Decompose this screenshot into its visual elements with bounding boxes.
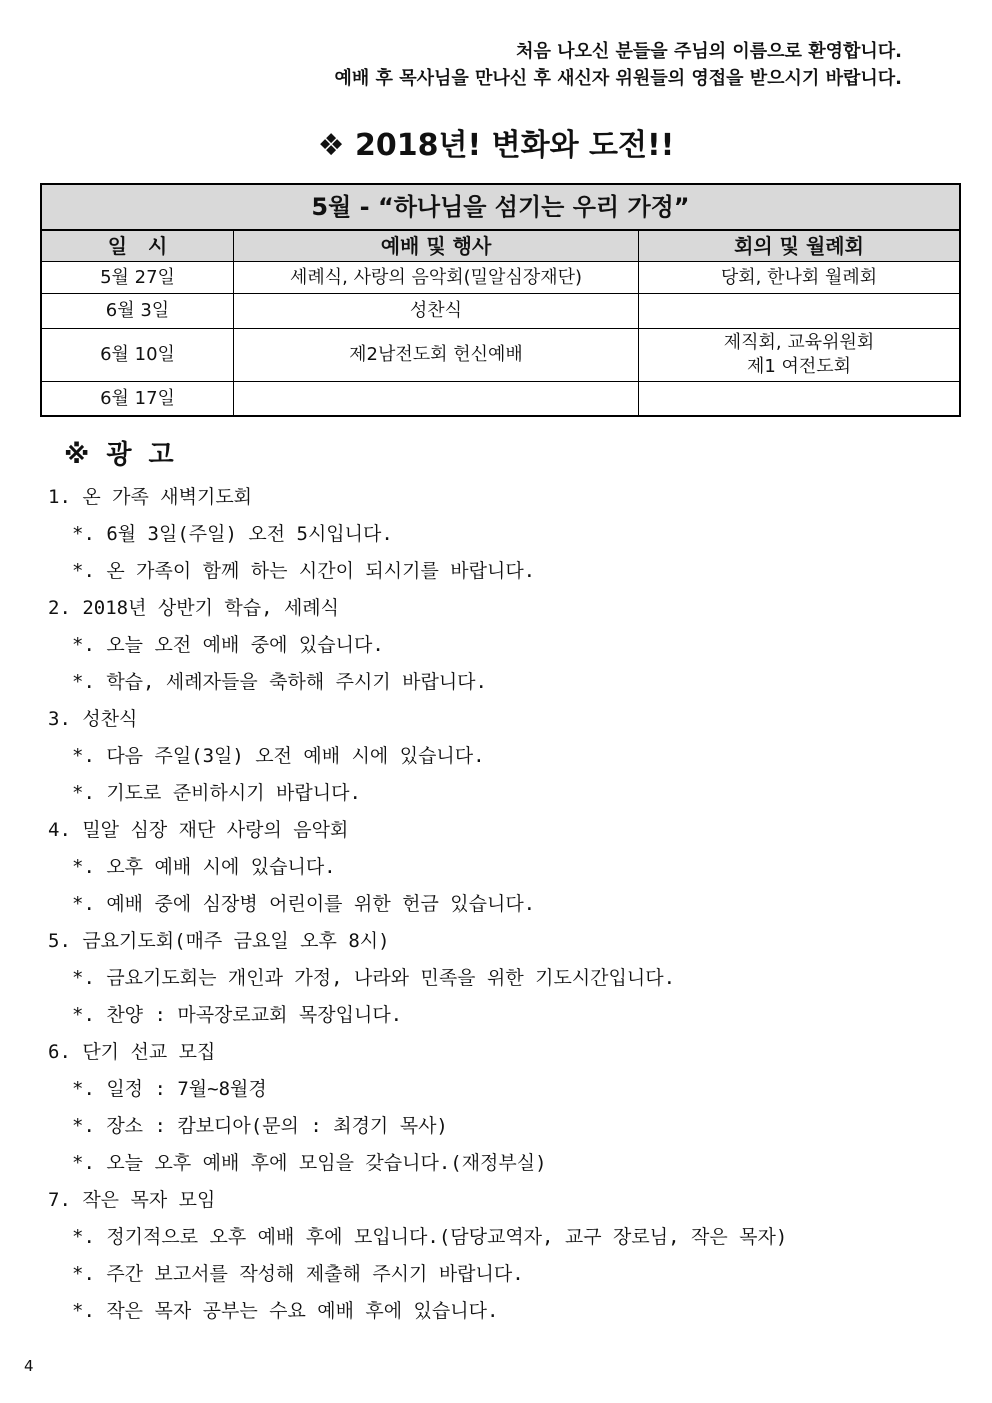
announcement-detail: *. 일정 : 7월~8월경 (72, 1078, 267, 1100)
schedule-header-row (41, 230, 960, 262)
header-meeting: 회의 및 월례회 (639, 230, 961, 262)
schedule-meeting-line: 당회, 한나회 월례회 (720, 266, 878, 288)
announcements-title: ※ 광 고 (64, 440, 178, 470)
announcement-heading: 3. 성찬식 (48, 708, 138, 730)
schedule-date: 6월 10일 (41, 329, 234, 382)
schedule-event: 성찬식 (234, 294, 639, 329)
schedule-row (41, 329, 960, 382)
diamond-bullet-icon: ❖ (317, 128, 345, 163)
schedule-row (41, 294, 960, 329)
schedule-meeting (639, 329, 961, 382)
announcement-detail: *. 작은 목자 공부는 수요 예배 후에 있습니다. (72, 1300, 499, 1322)
schedule-meeting-line: 제직회, 교육위원회 (723, 332, 875, 353)
announcement-detail: *. 주간 보고서를 작성해 제출해 주시기 바랍니다. (72, 1263, 524, 1285)
announcement-detail: *. 학습, 세례자들을 축하해 주시기 바랍니다. (72, 671, 487, 693)
schedule-table (40, 183, 961, 417)
announcement-heading: 7. 작은 목자 모임 (48, 1189, 216, 1211)
page-number: 4 (24, 1357, 34, 1375)
schedule-date: 6월 3일 (41, 294, 234, 329)
announcement-detail: *. 장소 : 캄보디아(문의 : 최경기 목사) (72, 1115, 448, 1137)
announcement-detail: *. 다음 주일(3일) 오전 예배 시에 있습니다. (72, 745, 485, 767)
schedule-meeting-line: 제1 여전도회 (746, 356, 852, 377)
announcement-heading: 2. 2018년 상반기 학습, 세례식 (48, 597, 340, 619)
announcements-list (48, 479, 948, 1330)
schedule-month-title: 5월 - “하나님을 섬기는 우리 가정” (41, 184, 960, 230)
schedule-date: 6월 17일 (41, 382, 234, 417)
announcement-heading: 1. 온 가족 새벽기도회 (48, 486, 253, 508)
announcement-detail: *. 6월 3일(주일) 오전 5시입니다. (72, 523, 393, 545)
header-date: 일 시 (41, 230, 234, 262)
announcement-heading: 6. 단기 선교 모집 (48, 1041, 216, 1063)
welcome-line-2: 예배 후 목사님을 만나신 후 새신자 위원들의 영접을 받으시기 바랍니다. (334, 68, 902, 89)
announcement-detail: *. 오늘 오후 예배 후에 모임을 갖습니다.(재정부실) (72, 1152, 547, 1174)
welcome-message (335, 38, 903, 92)
schedule-date: 5월 27일 (41, 262, 234, 294)
announcement-detail: *. 정기적으로 오후 예배 후에 모입니다.(담당교역자, 교구 장로님, 작은 목자) (72, 1226, 788, 1248)
announcement-detail: *. 기도로 준비하시기 바랍니다. (72, 782, 361, 804)
schedule-meeting (639, 262, 961, 294)
announcement-heading: 5. 금요기도회(매주 금요일 오후 8시) (48, 930, 390, 952)
schedule-meeting (639, 382, 961, 417)
announcement-detail: *. 찬양 : 마곡장로교회 목장입니다. (72, 1004, 403, 1026)
announcement-detail: *. 금요기도회는 개인과 가정, 나라와 민족을 위한 기도시간입니다. (72, 967, 676, 989)
schedule-month-row (41, 184, 960, 230)
schedule-meeting (639, 294, 961, 329)
theme-text: 2018년! 변화와 도전!! (355, 128, 675, 163)
schedule-event: 제2남전도회 헌신예배 (234, 329, 639, 382)
announcement-detail: *. 온 가족이 함께 하는 시간이 되시기를 바랍니다. (72, 560, 536, 582)
welcome-line-1: 처음 나오신 분들을 주님의 이름으로 환영합니다. (516, 41, 902, 62)
announcement-detail: *. 오늘 오전 예배 중에 있습니다. (72, 634, 384, 656)
schedule-row (41, 382, 960, 417)
schedule-event: 세례식, 사랑의 음악회(밀알심장재단) (234, 262, 639, 294)
schedule-row (41, 262, 960, 294)
year-theme (0, 120, 992, 164)
announcement-detail: *. 오후 예배 시에 있습니다. (72, 856, 336, 878)
schedule-event (234, 382, 639, 417)
header-event: 예배 및 행사 (234, 230, 639, 262)
announcement-detail: *. 예배 중에 심장병 어린이를 위한 헌금 있습니다. (72, 893, 536, 915)
announcement-heading: 4. 밀알 심장 재단 사랑의 음악회 (48, 819, 349, 841)
